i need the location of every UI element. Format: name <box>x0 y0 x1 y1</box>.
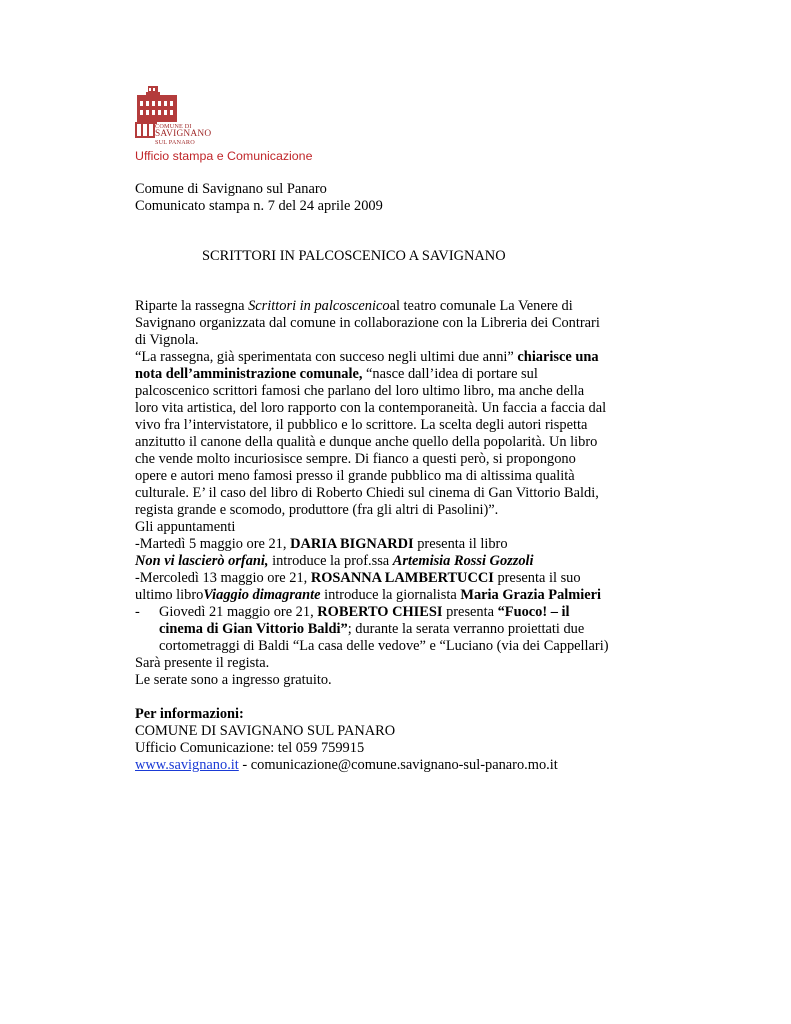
presenter-name: Artemisia Rossi Gozzoli <box>392 553 534 569</box>
list-dash: - <box>135 604 140 620</box>
paragraph-line: loro vita artistica, del loro rapporto con la contemporaneità. Un faccia a faccia dal <box>135 400 607 416</box>
municipality-line: Comune di Savignano sul Panaro <box>135 181 327 197</box>
film-title: “Fuoco! – il <box>497 604 570 620</box>
event-line <box>135 536 508 553</box>
paragraph-line: culturale. E’ il caso del libro di Roberto Chiedi sul cinema di Gan Vittorio Baldi, <box>135 485 599 501</box>
text-run: ; durante la serata verranno proiettati due <box>347 621 585 637</box>
presenter-name: Maria Grazia Palmieri <box>460 587 602 603</box>
logo-line-3: SUL PANARO <box>155 138 195 146</box>
author-name: ROBERTO CHIESI <box>317 604 443 620</box>
text-run: “nasce dall’idea di portare sul <box>362 366 538 382</box>
author-name: ROSANNA LAMBERTUCCI <box>310 570 494 586</box>
text-run: Riparte la rassegna <box>135 298 249 314</box>
book-title: Non vi lascierò orfani, <box>135 553 269 569</box>
text-run: “La rassegna, già sperimentata con succeso negli ultimi due anni” <box>135 349 518 365</box>
logo-wordmark <box>155 124 211 146</box>
email-text: - comunicazione@comune.savignano-sul-panaro.mo.it <box>238 757 558 773</box>
appointments-heading: Gli appuntamenti <box>135 519 236 535</box>
paragraph-line: Savignano organizzata dal comune in collaborazione con la Libreria dei Contrari <box>135 315 600 331</box>
text-run: presenta il libro <box>413 536 508 552</box>
event-line: cortometraggi di Baldi “La casa delle vedove” e “Luciano (via dei Cappellari) <box>159 638 609 654</box>
release-line: Comunicato stampa n. 7 del 24 aprile 2009 <box>135 198 383 214</box>
info-contact-line <box>135 757 558 774</box>
paragraph-line: vivo fra l’intervistatore, il pubblico e lo scrittore. La scelta degli autori rispetta <box>135 417 588 433</box>
logo-line-1: COMUNE DI <box>155 123 192 130</box>
film-title: cinema di Gian Vittorio Baldi” <box>159 621 348 637</box>
text-run: -Mercoledì 13 maggio ore 21, <box>135 570 311 586</box>
paragraph-line: opere e autori meno famosi presso il grande pubblico ma di altissima qualità <box>135 468 575 484</box>
document-title: SCRITTORI IN PALCOSCENICO A SAVIGNANO <box>202 248 506 264</box>
text-run: ultimo libro <box>135 587 204 603</box>
paragraph-line <box>135 349 599 366</box>
info-org: COMUNE DI SAVIGNANO SUL PANARO <box>135 723 396 739</box>
event-line <box>135 570 581 587</box>
event-line <box>135 587 601 604</box>
event-line <box>159 621 584 638</box>
book-title: Viaggio dimagrante <box>203 587 321 603</box>
office-label: Ufficio stampa e Comunicazione <box>135 149 313 163</box>
text-run: presenta <box>442 604 498 620</box>
text-run: introduce la prof.ssa <box>268 553 393 569</box>
info-tel: Ufficio Comunicazione: tel 059 759915 <box>135 740 365 756</box>
paragraph-line: regista grande e scomodo, produttore (fra gli altri di Pasolini)”. <box>135 502 499 518</box>
author-name: DARIA BIGNARDI <box>290 536 414 552</box>
text-run: Giovedì 21 maggio ore 21, <box>159 604 318 620</box>
logo-line-2: SAVIGNANO <box>155 129 212 140</box>
info-heading-text: Per informazioni: <box>135 706 244 722</box>
bold-run: chiarisce una <box>517 349 599 365</box>
paragraph-line: palcoscenico scrittori famosi che parlano del loro ultimo libro, ma anche della <box>135 383 585 399</box>
text-run: al teatro comunale La Venere di <box>389 298 573 314</box>
website-link[interactable]: www.savignano.it <box>135 757 239 773</box>
paragraph-line: che vende molto incuriosisce sempre. Di fianco a questi però, si propongono <box>135 451 576 467</box>
event-line <box>159 604 570 621</box>
paragraph-line: di Vignola. <box>135 332 199 348</box>
director-note: Sarà presente il regista. <box>135 655 270 671</box>
info-heading <box>135 706 244 723</box>
festival-name: Scrittori in palcoscenico <box>248 298 390 314</box>
event-line <box>135 553 534 570</box>
bold-run: nota dell’amministrazione comunale, <box>135 366 363 382</box>
paragraph-line: anzitutto il canone della qualità e dunque anche quello della popolarità. Un libro <box>135 434 598 450</box>
free-entry-note: Le serate sono a ingresso gratuito. <box>135 672 332 688</box>
paragraph-line <box>135 366 538 383</box>
text-run: -Martedì 5 maggio ore 21, <box>135 536 291 552</box>
text-run: introduce la giornalista <box>320 587 461 603</box>
text-run: presenta il suo <box>493 570 581 586</box>
paragraph-line <box>135 298 573 315</box>
